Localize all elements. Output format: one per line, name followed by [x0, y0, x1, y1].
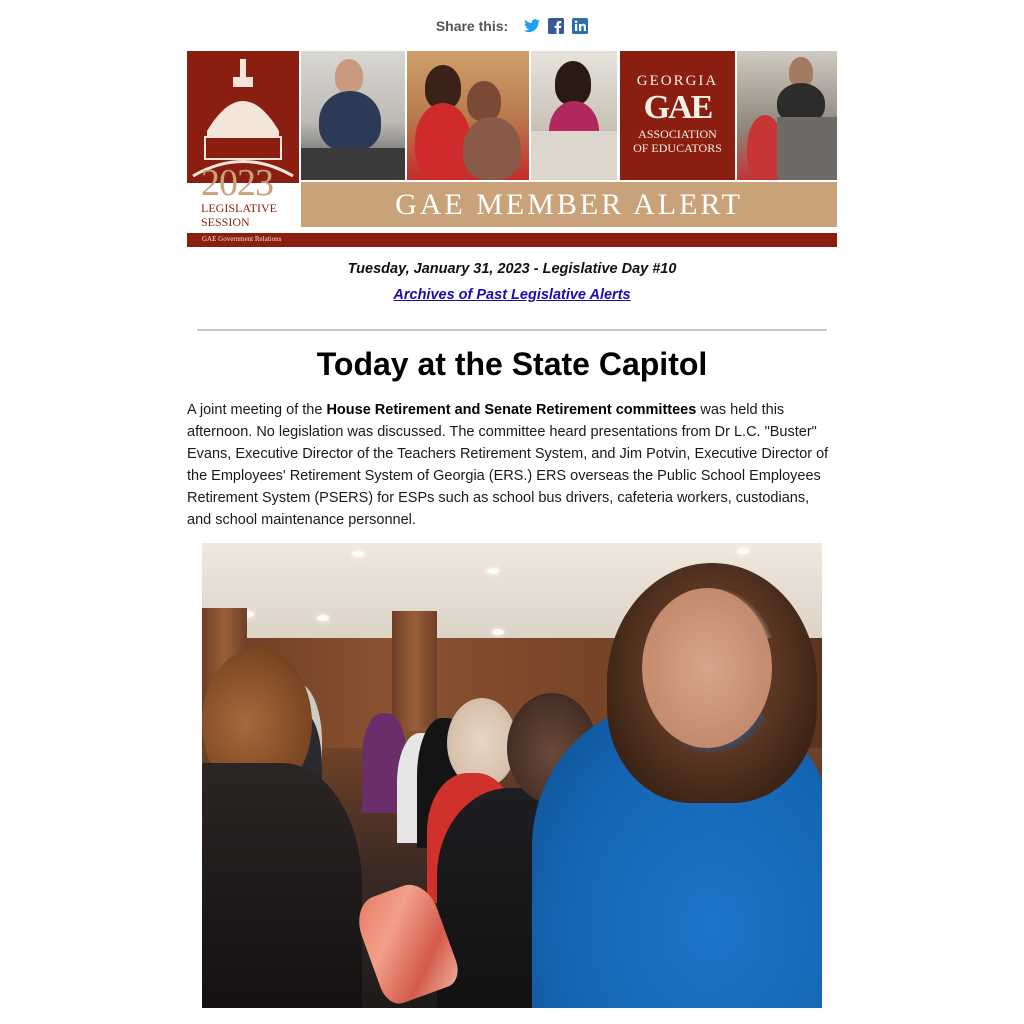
gae-logo: GAE — [643, 89, 712, 126]
gae-logo-panel: GEORGIA GAE ASSOCIATION OF EDUCATORS — [620, 51, 735, 180]
section-title: Today at the State Capitol — [316, 346, 708, 382]
member-alert-banner — [187, 51, 837, 247]
banner-footer: GAE Government Relations — [202, 235, 282, 243]
banner-photo-podium — [737, 51, 837, 180]
section-body: A joint meeting of the House Retirement and Senate Retirement committees was held this afternoon. No legislation was discussed. The committee heard presentations from Dr L.C. "Buster" Evans, Executive Director of the Teachers Retirement System, and Jim Potvin, Executive Director of the Employees' Retirement System of Georgia (ERS.) ERS overseas the Public School Employees Retirement System (PSERS) for ESPs such as school bus drivers, cafeteria workers, custodians, and school maintenance personnel. — [187, 402, 829, 528]
divider — [197, 329, 827, 331]
facebook-icon[interactable] — [548, 18, 564, 34]
twitter-icon[interactable] — [524, 18, 540, 34]
session-year: 2023 — [201, 162, 273, 204]
banner-title: GAE MEMBER ALERT — [395, 188, 743, 221]
committee-hearing-photo — [202, 543, 822, 1008]
banner-photo-members — [407, 51, 529, 180]
session-label: LEGISLATIVE SESSION — [201, 201, 277, 229]
alert-date: Tuesday, January 31, 2023 - Legislative Day #10 — [347, 261, 677, 277]
share-bar — [0, 18, 1024, 34]
share-label: Share this: — [435, 18, 509, 34]
linkedin-icon[interactable] — [572, 18, 588, 34]
banner-photo-speaker — [301, 51, 405, 180]
archives-link[interactable]: Archives of Past Legislative Alerts — [393, 287, 631, 303]
banner-photo-speaker-2 — [531, 51, 617, 180]
committee-name: House Retirement and Senate Retirement committees — [326, 402, 697, 418]
